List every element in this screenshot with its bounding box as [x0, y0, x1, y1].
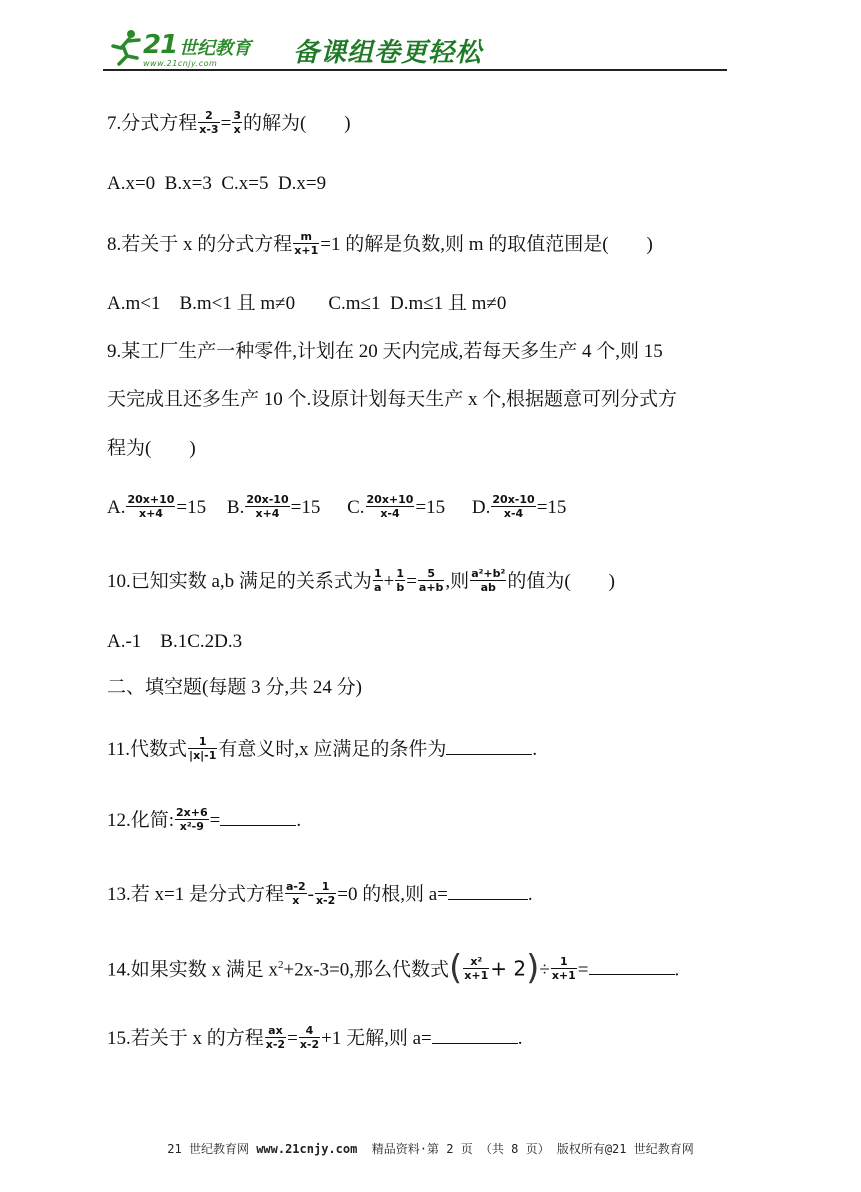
page-footer: 21 世纪教育网 www.21cnjy.com 精品资料·第 2 页 （共 8 页） 版权所有@21 世纪教育网: [167, 1142, 694, 1156]
question-9-line-2: 天完成且还多生产 10 个.设原计划每天生产 x 个,根据题意可列分式方: [107, 389, 678, 410]
question-13: 13.若 x=1 是分式方程 $\frac{a-2}{x}$ - $\frac{1}{x-2}$ =0 的根,则 a= .: [107, 880, 533, 908]
footer-url[interactable]: www.21cnjy.com: [256, 1142, 358, 1156]
runner-logo-icon: [109, 28, 143, 66]
q9-option-d: D. $\frac{20x-10}{x-4}$ =15: [471, 493, 567, 520]
header-slogan: 备课组卷更轻松: [293, 38, 483, 68]
q9-options: [107, 495, 566, 522]
q7-options: A.x=0 B.x=3 C.x=5 D.x=9: [107, 173, 327, 194]
answer-blank[interactable]: [589, 956, 675, 975]
page-header: [103, 24, 727, 74]
header-divider: [103, 69, 727, 71]
left-paren: (: [449, 947, 463, 988]
question-7: 7.分式方程 $\frac{2}{x-3}$ = $\frac{3}{x}$ 的解为( ): [107, 109, 351, 136]
logo-name: 世纪教育: [179, 38, 251, 59]
q9-option-b: B. $\frac{20x-10}{x+4}$ =15: [226, 493, 321, 520]
q7-stem: 7.分式方程: [107, 112, 198, 134]
fraction: $\frac{m}{x+1}$: [294, 230, 319, 257]
question-9-line-1: 9.某工厂生产一种零件,计划在 20 天内完成,若每天多生产 4 个,则 15: [107, 341, 663, 362]
q9-option-a: A. $\frac{20x+10}{x+4}$ =15: [107, 493, 207, 520]
fraction: $\frac{3}{x}$: [233, 109, 241, 136]
answer-blank[interactable]: [432, 1025, 518, 1044]
question-14: 14.如果实数 x 满足 $x^2+2x-3=0$,那么代数式( $\frac{\text{x²}}{x+1}$ + 2)÷ $\frac{1}{x+1}$ = .: [107, 947, 680, 988]
question-10: 10.已知实数 a,b 满足的关系式为 $\frac{1}{a}$ + $\frac{1}{b}$ = $\frac{5}{a+b}$ ,则 $\frac{\text{a²+b²}}{ab}$ 的值为( ): [107, 567, 615, 594]
fraction: $\frac{2}{x-3}$: [199, 109, 219, 136]
logo-url: www.21cnjy.com: [143, 59, 218, 68]
answer-blank[interactable]: [220, 807, 296, 826]
q10-options: A.-1 B.1C.2D.3: [107, 631, 243, 652]
right-paren: ): [526, 947, 540, 988]
question-8: 8.若关于 x 的分式方程 $\frac{m}{x+1}$ =1 的解是负数,则 m 的取值范围是( ): [107, 230, 653, 257]
q9-option-c: C. $\frac{20x+10}{x-4}$ =15: [347, 493, 446, 520]
question-15: 15.若关于 x 的方程 $\frac{ax}{x-2}$ = $\frac{4}{x-2}$ +1 无解,则 a= .: [107, 1024, 523, 1052]
logo-number: 21: [143, 30, 178, 60]
answer-blank[interactable]: [448, 881, 528, 900]
section-2-heading: 二、填空题(每题 3 分,共 24 分): [107, 677, 362, 698]
question-12: 12.化简: $\frac{2x+6}{\text{x²-9}}$ = .: [107, 806, 302, 834]
question-9-line-3: 程为( ): [107, 438, 196, 459]
answer-blank[interactable]: [446, 736, 532, 755]
question-11: 11.代数式 $\frac{1}{|x|-1}$ 有意义时,x 应满足的条件为 .: [107, 735, 538, 763]
q8-options: A.m<1 B.m<1 且 m≠0 C.m≤1 D.m≤1 且 m≠0: [107, 293, 507, 314]
